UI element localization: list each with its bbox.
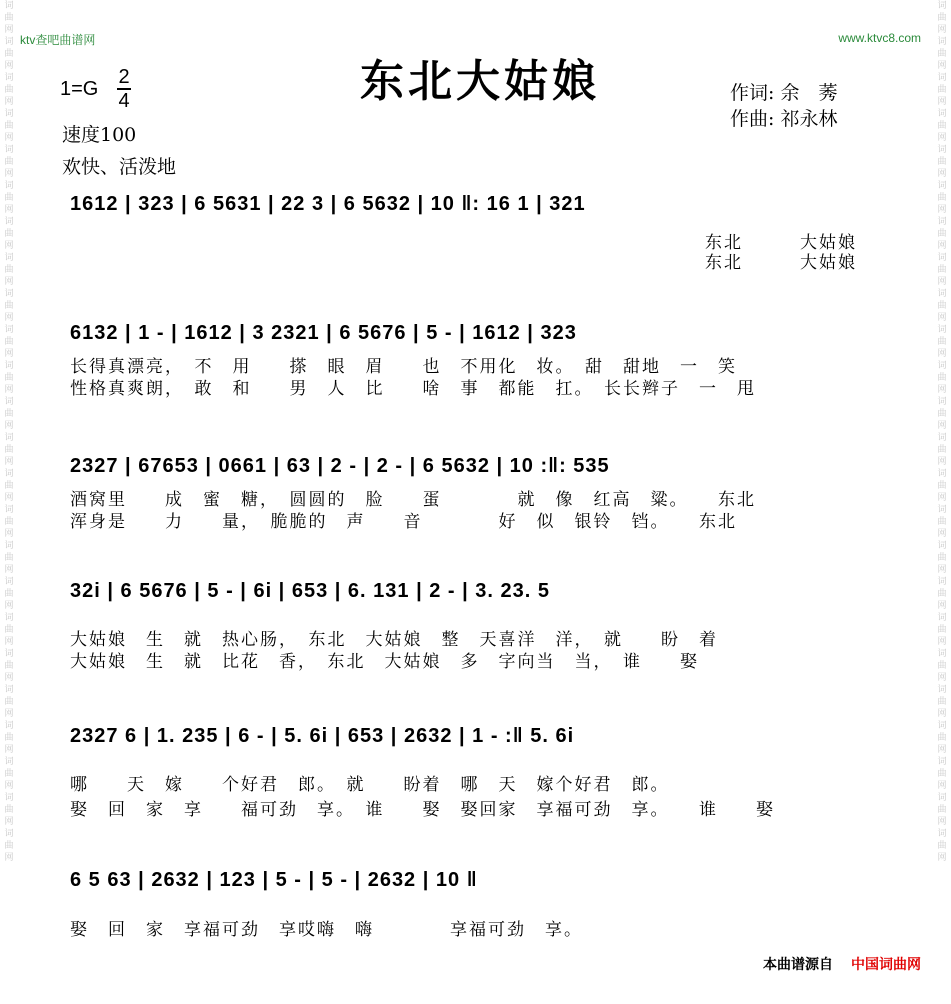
composer: 作曲: 祁永林 [730,108,838,130]
lyric-row-1-verse-2: 东北 大姑娘 [705,253,857,273]
lyric-row-5-verse-2: 娶 回 家 享 福可劲 享。 谁 娶 娶回家 享福可劲 享。 谁 娶 [70,800,775,820]
score-row-5: 2327 6 | 1. 235 | 6 - | 5. 6i | 653 | 2632 | 1 - :‖ 5. 6i [70,725,575,747]
lyric-row-3-verse-1: 酒窝里 成 蜜 糖， 圆圆的 脸 蛋 就 像 红高 粱。 东北 [70,490,756,510]
time-signature [117,66,131,112]
lyric-row-1-verse-1: 东北 大姑娘 [705,233,857,253]
score-row-4: 32i | 6 5676 | 5 - | 6i | 653 | 6. 131 | 2 - | 3. 23. 5 [70,580,550,602]
site-link-right[interactable]: www.ktvc8.com [838,31,921,45]
lyric-row-6-verse-1: 娶 回 家 享福可劲 享哎嗨 嗨 享福可劲 享。 [70,920,583,940]
site-link-left[interactable]: ktv查吧曲谱网 [20,33,96,47]
score-row-1: 1612 | 323 | 6 5631 | 22 3 | 6 5632 | 10 ‖: 16 1 | 321 [70,193,586,215]
time-denominator: 4 [118,90,130,112]
lyric-row-5-verse-1: 哪 天 嫁 个好君 郎。 就 盼着 哪 天 嫁个好君 郎。 [70,775,670,795]
source-label: 本曲谱源自 [763,956,833,972]
score-row-2: 6132 | 1 - | 1612 | 3 2321 | 6 5676 | 5 - | 1612 | 323 [70,322,577,344]
source-site-link[interactable]: 中国词曲网 [851,956,921,972]
time-numerator: 2 [118,66,130,88]
score-row-3: 2327 | 67653 | 0661 | 63 | 2 - | 2 - | 6 5632 | 10 :‖: 535 [70,455,610,477]
watermark-right: 词曲网词曲网词曲网词曲网词曲网词曲网词曲网词曲网词曲网词曲网词曲网词曲网词曲网词曲网词曲网词曲网词曲网词曲网词曲网词曲网词曲网词曲网词曲网词曲网 [937,1,947,863]
expression: 欢快、活泼地 [62,156,177,178]
lyric-row-2-verse-1: 长得真漂亮， 不 用 搽 眼 眉 也 不用化 妆。 甜 甜地 一 笑 [70,357,737,377]
lyric-row-4-verse-1: 大姑娘 生 就 热心肠， 东北 大姑娘 整 天喜洋 洋， 就 盼 着 [70,630,718,650]
score-row-6: 6 5 63 | 2632 | 123 | 5 - | 5 - | 2632 | 10 ‖ [70,869,478,891]
lyric-row-2-verse-2: 性格真爽朗， 敢 和 男 人 比 啥 事 都能 扛。 长长辫子 一 甩 [70,379,756,399]
lyric-row-3-verse-2: 浑身是 力 量， 脆脆的 声 音 好 似 银铃 铛。 东北 [70,512,737,532]
key-signature: 1=G [60,78,99,100]
lyric-row-4-verse-2: 大姑娘 生 就 比花 香， 东北 大姑娘 多 字向当 当， 谁 娶 [70,652,699,672]
watermark-left: 词曲网词曲网词曲网词曲网词曲网词曲网词曲网词曲网词曲网词曲网词曲网词曲网词曲网词曲网词曲网词曲网词曲网词曲网词曲网词曲网词曲网词曲网词曲网词曲网 [4,1,14,863]
source-credit [763,954,921,974]
tempo: 速度100 [62,124,137,146]
song-title: 东北大姑娘 [360,56,600,107]
lyricist: 作词: 余 莠 [730,82,838,104]
